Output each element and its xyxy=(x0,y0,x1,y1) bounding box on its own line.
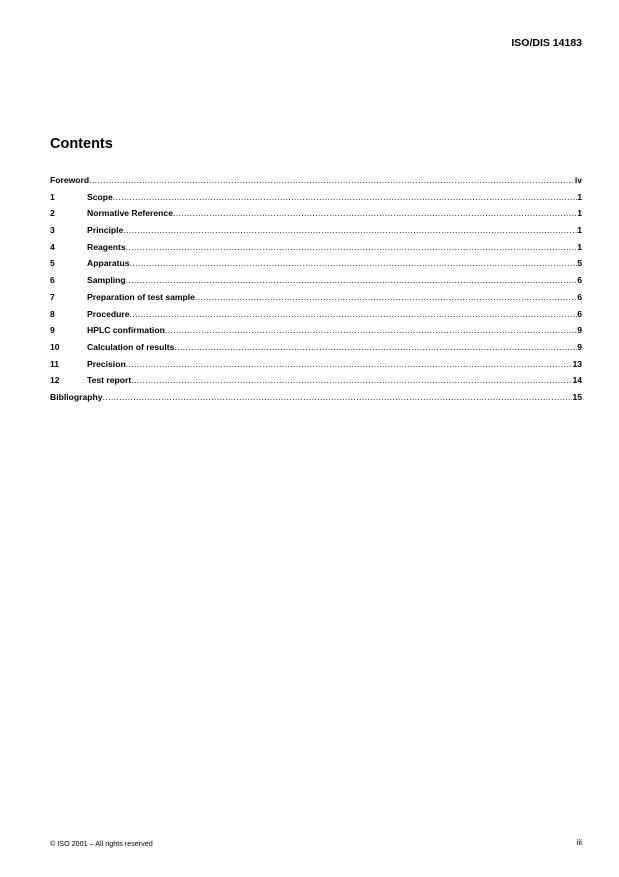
toc-entry-title: Scope xyxy=(87,191,113,202)
toc-dot-leader xyxy=(89,175,575,185)
toc-entry-title: Principle xyxy=(87,225,124,236)
toc-entry-page: 14 xyxy=(572,375,582,386)
toc-dot-leader xyxy=(126,275,578,285)
toc-entry-title: Preparation of test sample xyxy=(87,291,195,302)
toc-entry[interactable] xyxy=(50,258,582,275)
toc-entry-page: 6 xyxy=(577,308,582,319)
toc-dot-leader xyxy=(131,375,572,385)
toc-entry[interactable] xyxy=(50,292,582,309)
toc-dot-leader xyxy=(174,342,577,352)
toc-entry-number: 5 xyxy=(50,258,55,269)
toc-entry-title: Calculation of results xyxy=(87,341,175,352)
toc-entry[interactable] xyxy=(50,359,582,376)
page-number: iii xyxy=(576,838,582,847)
toc-entry-page: 13 xyxy=(572,358,582,369)
toc-entry-number: 11 xyxy=(50,358,60,369)
toc-entry-title: Precision xyxy=(87,358,126,369)
toc-entry-page: 9 xyxy=(577,325,582,336)
toc-entry-page: 15 xyxy=(572,391,582,402)
toc-entry-title: Reagents xyxy=(87,241,126,252)
toc-entry[interactable] xyxy=(50,225,582,242)
toc-entry[interactable] xyxy=(50,242,582,259)
toc-entry[interactable] xyxy=(50,392,582,409)
toc-entry-title: Foreword xyxy=(50,175,90,185)
table-of-contents xyxy=(50,175,582,409)
toc-entry-number: 12 xyxy=(50,375,60,386)
toc-dot-leader xyxy=(126,242,578,252)
toc-entry-page: 1 xyxy=(577,225,582,236)
toc-entry-title: Apparatus xyxy=(87,258,130,269)
toc-entry[interactable] xyxy=(50,208,582,225)
toc-dot-leader xyxy=(165,325,577,335)
toc-entry-page: 5 xyxy=(577,258,582,269)
toc-entry[interactable] xyxy=(50,342,582,359)
toc-entry-number: 4 xyxy=(50,241,55,252)
toc-dot-leader xyxy=(130,258,578,268)
toc-entry-number: 3 xyxy=(50,225,55,236)
toc-entry-title: HPLC confirmation xyxy=(87,325,165,336)
toc-entry-number: 10 xyxy=(50,341,60,352)
toc-entry-title: Normative Reference xyxy=(87,208,173,219)
toc-entry-number: 9 xyxy=(50,325,55,336)
toc-entry-page: 9 xyxy=(577,341,582,352)
toc-entry-number: 6 xyxy=(50,275,55,286)
toc-entry-page: iv xyxy=(574,175,582,185)
toc-entry-title: Test report xyxy=(87,375,132,386)
toc-dot-leader xyxy=(123,225,577,235)
toc-entry-number: 8 xyxy=(50,308,55,319)
toc-entry[interactable] xyxy=(50,375,582,392)
page-title: Contents xyxy=(50,136,113,152)
toc-entry-number: 1 xyxy=(50,191,55,202)
toc-dot-leader xyxy=(195,292,577,302)
toc-entry-page: 1 xyxy=(577,191,582,202)
document-id: ISO/DIS 14183 xyxy=(511,37,582,49)
toc-entry[interactable] xyxy=(50,309,582,326)
toc-entry-number: 7 xyxy=(50,291,55,302)
toc-entry-page: 1 xyxy=(577,241,582,252)
toc-entry[interactable] xyxy=(50,325,582,342)
copyright-notice: © ISO 2001 – All rights reserved xyxy=(50,839,153,848)
toc-entry-page: 6 xyxy=(577,275,582,286)
toc-entry-page: 1 xyxy=(577,208,582,219)
toc-entry-number: 2 xyxy=(50,208,55,219)
toc-dot-leader xyxy=(173,208,577,218)
toc-entry[interactable] xyxy=(50,275,582,292)
toc-entry-title: Sampling xyxy=(87,275,126,286)
toc-dot-leader xyxy=(130,309,578,319)
toc-dot-leader xyxy=(113,192,577,202)
toc-entry-page: 6 xyxy=(577,291,582,302)
toc-entry[interactable] xyxy=(50,175,582,192)
toc-entry-title: Procedure xyxy=(87,308,130,319)
toc-entry-title: Bibliography xyxy=(50,391,103,402)
toc-entry[interactable] xyxy=(50,192,582,209)
toc-dot-leader xyxy=(103,392,573,402)
toc-dot-leader xyxy=(126,359,573,369)
